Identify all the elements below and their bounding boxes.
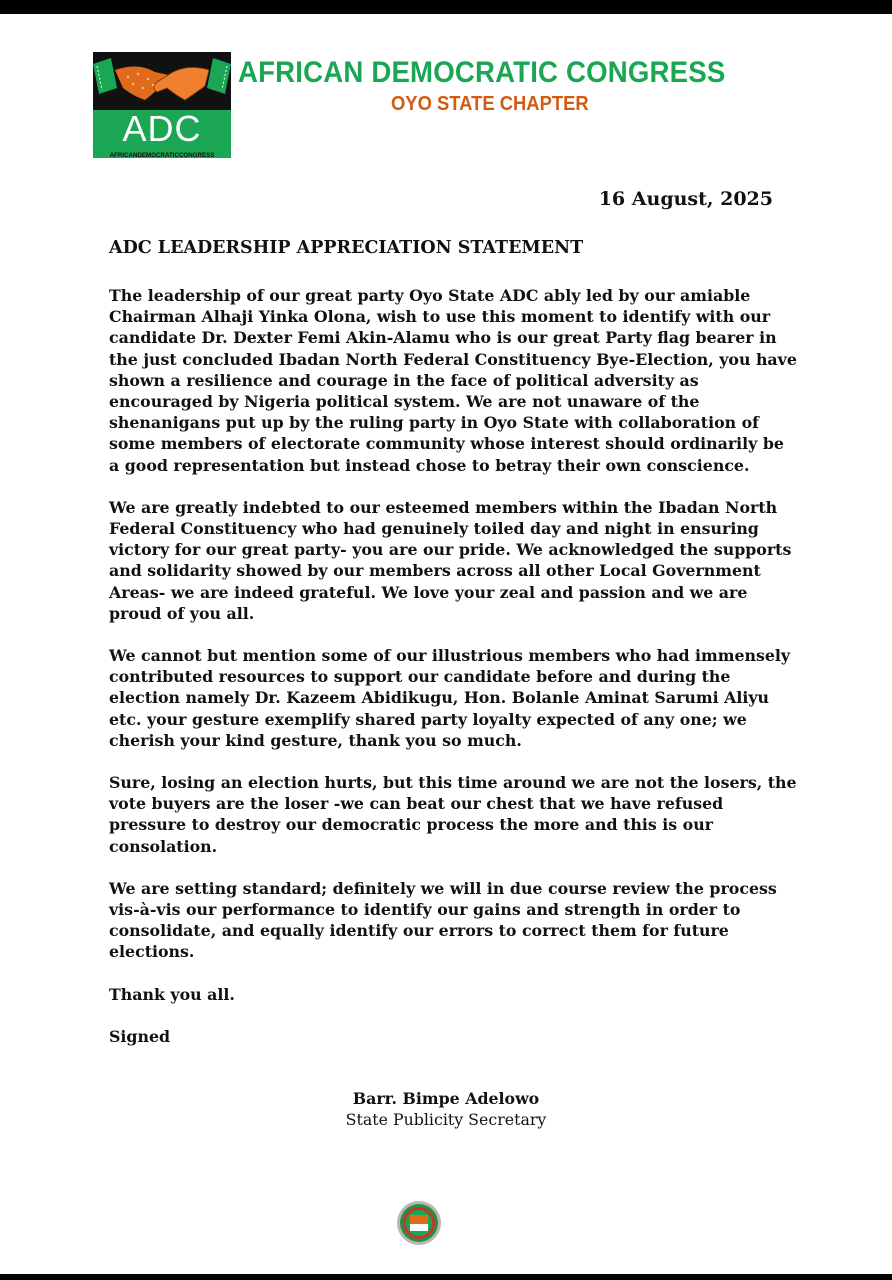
signatory-title: State Publicity Secretary bbox=[345, 1110, 547, 1129]
adc-seal-icon bbox=[396, 1200, 442, 1246]
signatory-name: Barr. Bimpe Adelowo bbox=[352, 1089, 540, 1108]
closing-line: Thank you all. bbox=[109, 984, 235, 1004]
handshake-icon bbox=[93, 52, 231, 110]
logo-caption: AFRICANDEMOCRATICCONGRESS bbox=[109, 152, 215, 159]
statement-title: ADC LEADERSHIP APPRECIATION STATEMENT bbox=[109, 238, 584, 258]
paragraph: The leadership of our great party Oyo State ADC ably led by our amiable Chairman Alhaji Yinka Olona, wish to use this moment to identify with our candidate Dr. Dexter Femi Akin-Alamu who is our great Party flag bearer in the just concluded Ibadan North Federal Constituency Bye-Election, you have shown a resilience and courage in the face of political adversity as encouraged by Nigeria political system. We are not unaware of the shenanigans put up by the ruling party in Oyo State with collaboration of some members of electorate community whose interest should ordinarily be a good representation but instead chose to betray their own conscience. bbox=[109, 286, 797, 475]
statement-body bbox=[109, 285, 799, 1068]
letter-page bbox=[0, 14, 892, 1274]
logo-letters: ADC bbox=[122, 108, 202, 149]
paragraph: We are greatly indebted to our esteemed members within the Ibadan North Federal Constituency who had genuinely toiled day and night in ensuring victory for our great party- you are our pride. We acknowledged the supports and solidarity showed by our members across all other Local Government Areas- we are indeed grateful. We love your zeal and passion and we are proud of you all. bbox=[109, 497, 792, 623]
letter-date: 16 August, 2025 bbox=[598, 188, 773, 210]
signed-label: Signed bbox=[109, 1026, 171, 1046]
paragraph: We cannot but mention some of our illustrious members who had immensely contributed resources to support our candidate before and during the election namely Dr. Kazeem Abidikugu, Hon. Bolanle Aminat Sarumi Aliyu etc. your gesture exemplify shared party loyalty expected of any one; we cherish your kind gesture, thank you so much. bbox=[109, 646, 791, 750]
paragraph: Sure, losing an election hurts, but this time around we are not the losers, the vote buyers are the loser -we can beat our chest that we have refused pressure to destroy our democratic process the more and this is our consolation. bbox=[109, 773, 797, 856]
org-name: AFRICAN DEMOCRATIC CONGRESS bbox=[238, 56, 726, 89]
paragraph: We are setting standard; definitely we will in due course review the process vis-à-vis our performance to identify our gains and strength in order to consolidate, and equally identify our errors to correct them for future elections. bbox=[109, 878, 777, 962]
adc-logo bbox=[93, 52, 231, 158]
signature-block bbox=[0, 1088, 892, 1130]
chapter-name: OYO STATE CHAPTER bbox=[391, 93, 589, 115]
